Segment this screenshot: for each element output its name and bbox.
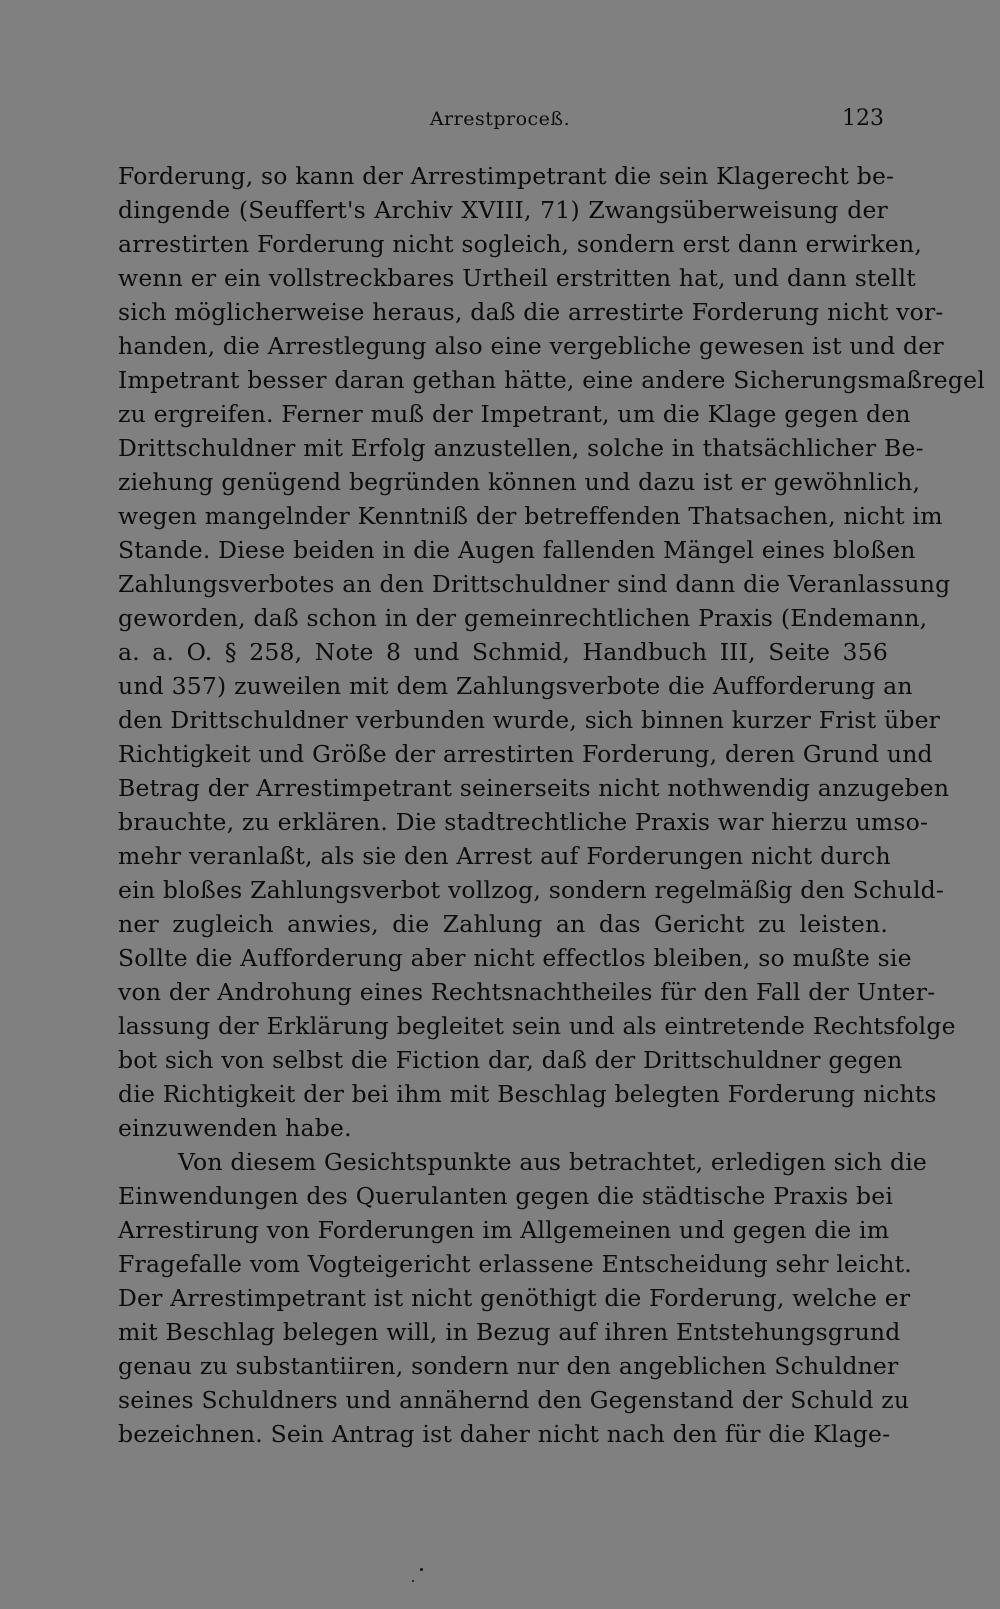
page-number: 123 <box>842 106 884 131</box>
text-line: lassung der Erklärung begleitet sein und als eintretende Rechtsfolge <box>118 1012 956 1040</box>
text-line: Stande. Diese beiden in die Augen fallenden Mängel eines bloßen <box>118 536 916 564</box>
text-line: Betrag der Arrestimpetrant seinerseits nicht nothwendig anzugeben <box>118 774 950 802</box>
text-line: Der Arrestimpetrant ist nicht genöthigt die Forderung, welche er <box>118 1284 911 1312</box>
running-title: Arrestproceß. <box>429 108 571 130</box>
text-line: bezeichnen. Sein Antrag ist daher nicht nach den für die Klage- <box>118 1420 891 1448</box>
text-line: seines Schuldners und annähernd den Gegenstand der Schuld zu <box>118 1386 910 1414</box>
text-line: Zahlungsverbotes an den Drittschuldner sind dann die Veranlassung <box>118 570 951 598</box>
text-line: die Richtigkeit der bei ihm mit Beschlag belegten Forderung nichts <box>118 1080 937 1108</box>
text-line: Einwendungen des Querulanten gegen die städtische Praxis bei <box>118 1182 894 1210</box>
scan-speck <box>412 1580 414 1582</box>
text-line: geworden, daß schon in der gemeinrechtlichen Praxis (Endemann, <box>118 604 928 632</box>
text-line: ein bloßes Zahlungsverbot vollzog, sondern regelmäßig den Schuld- <box>118 876 945 904</box>
text-line: mehr veranlaßt, als sie den Arrest auf Forderungen nicht durch <box>118 842 891 870</box>
text-line: den Drittschuldner verbunden wurde, sich binnen kurzer Frist über <box>118 706 941 734</box>
text-line: sich möglicherweise heraus, daß die arrestirte Forderung nicht vor- <box>118 298 944 326</box>
scan-speck <box>420 1568 423 1571</box>
text-line: Fragefalle vom Vogteigericht erlassene Entscheidung sehr leicht. <box>118 1250 912 1278</box>
text-line: Impetrant besser daran gethan hätte, eine andere Sicherungsmaßregel <box>118 366 985 394</box>
text-line: a. a. O. § 258, Note 8 und Schmid, Handbuch III, Seite 356 <box>118 638 888 666</box>
text-line: einzuwenden habe. <box>118 1114 352 1142</box>
text-line: wenn er ein vollstreckbares Urtheil erstritten hat, und dann stellt <box>118 264 916 292</box>
text-line: bot sich von selbst die Fiction dar, daß der Drittschuldner gegen <box>118 1046 903 1074</box>
text-line: von der Androhung eines Rechtsnachtheiles für den Fall der Unter- <box>118 978 936 1006</box>
text-line: dingende (Seuffert's Archiv XVIII, 71) Zwangsüberweisung der <box>118 196 888 224</box>
text-line: Richtigkeit und Größe der arrestirten Forderung, deren Grund und <box>118 740 933 768</box>
text-line: und 357) zuweilen mit dem Zahlungsverbote die Aufforderung an <box>118 672 913 700</box>
text-line: Sollte die Aufforderung aber nicht effectlos bleiben, so mußte sie <box>118 944 912 972</box>
text-line: ziehung genügend begründen können und dazu ist er gewöhnlich, <box>118 468 921 496</box>
text-line: Forderung, so kann der Arrestimpetrant die sein Klagerecht be- <box>118 162 895 190</box>
text-line: Drittschuldner mit Erfolg anzustellen, solche in thatsächlicher Be- <box>118 434 924 462</box>
text-line: Arrestirung von Forderungen im Allgemeinen und gegen die im <box>118 1216 890 1244</box>
paragraph-first-line: Von diesem Gesichtspunkte aus betrachtet, erledigen sich die <box>178 1148 928 1176</box>
text-line: genau zu substantiiren, sondern nur den angeblichen Schuldner <box>118 1352 899 1380</box>
text-line: ner zugleich anwies, die Zahlung an das Gericht zu leisten. <box>118 910 888 938</box>
text-line: arrestirten Forderung nicht sogleich, sondern erst dann erwirken, <box>118 230 923 258</box>
text-line: mit Beschlag belegen will, in Bezug auf ihren Entstehungsgrund <box>118 1318 901 1346</box>
text-line: handen, die Arrestlegung also eine vergebliche gewesen ist und der <box>118 332 944 360</box>
text-line: wegen mangelnder Kenntniß der betreffenden Thatsachen, nicht im <box>118 502 943 530</box>
text-line: zu ergreifen. Ferner muß der Impetrant, um die Klage gegen den <box>118 400 911 428</box>
text-line: brauchte, zu erklären. Die stadtrechtliche Praxis war hierzu umso- <box>118 808 929 836</box>
